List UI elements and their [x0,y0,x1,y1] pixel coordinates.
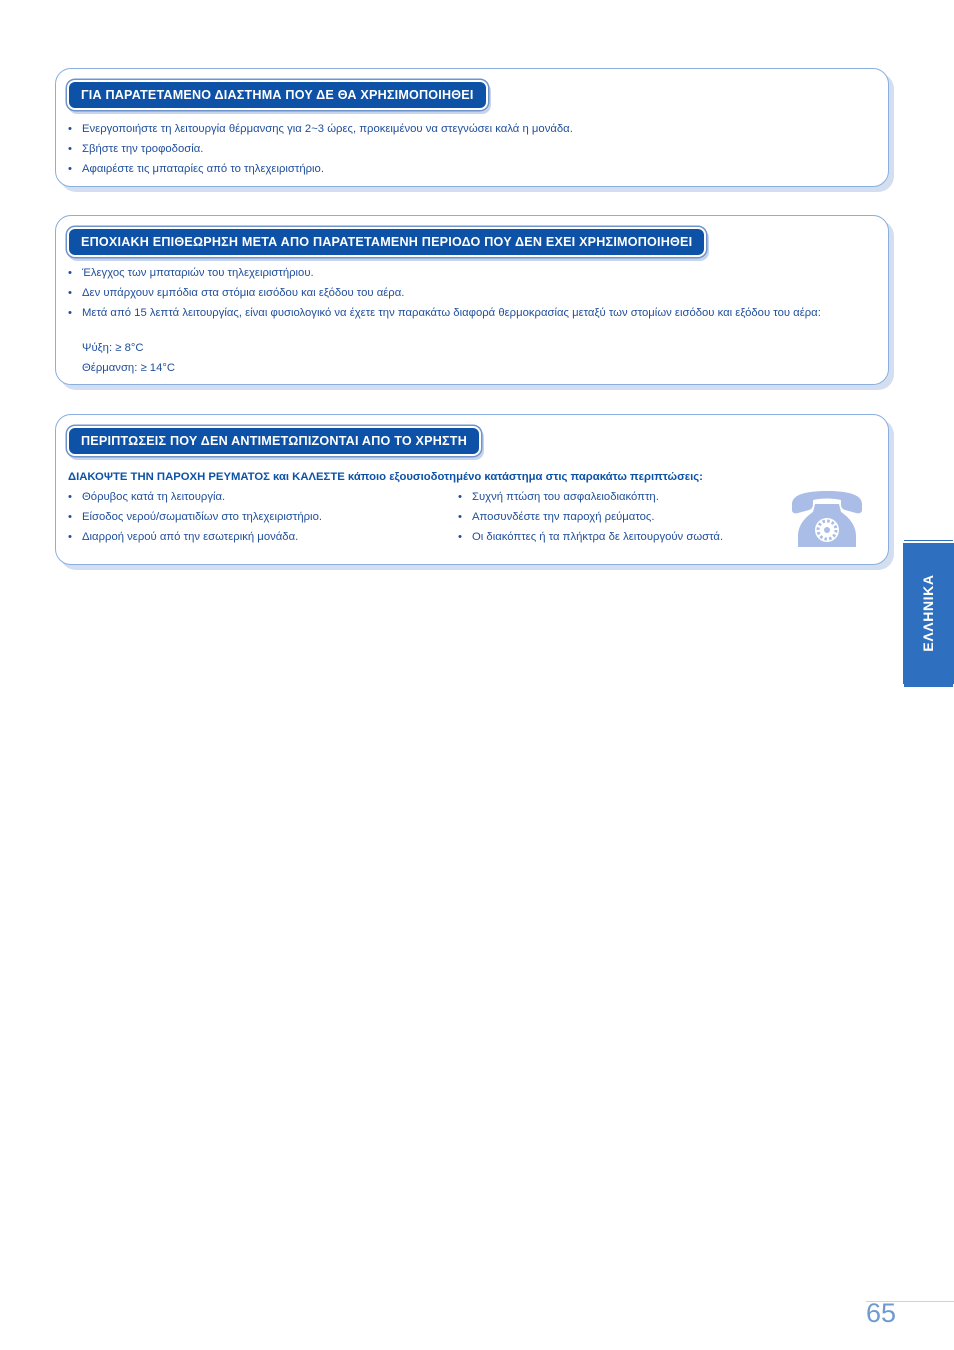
language-tab-label: ΕΛΛΗΝΙΚΑ [920,574,936,652]
item-list [68,266,868,326]
list-item: • Αφαιρέστε τις μπαταρίες από το τηλεχειριστήριο. [68,162,868,176]
list-item: • Δεν υπάρχουν εμπόδια στα στόμια εισόδου και εξόδου του αέρα. [68,286,868,300]
list-item: • Ενεργοποιήστε τη λειτουργία θέρμανσης για 2~3 ώρες, προκειμένου να στεγνώσει καλά η μονάδα. [68,122,868,136]
list-item: • Συχνή πτώση του ασφαλειοδιακόπτη. [458,490,788,504]
item-list [68,122,868,182]
list-item: • Σβήστε την τροφοδοσία. [68,142,868,156]
list-item: • Μετά από 15 λεπτά λειτουργίας, είναι φυσιολογικό να έχετε την παρακάτω διαφορά θερμοκρασίας μεταξύ των στομίων εισόδου και εξόδου του αέρα: [68,306,868,320]
section-title: ΕΠΟΧΙΑΚΗ ΕΠΙΘΕΩΡΗΣΗ ΜΕΤΑ ΑΠΟ ΠΑΡΑΤΕΤΑΜΕΝΗ ΠΕΡΙΟΔΟ ΠΟΥ ΔΕΝ ΕΧΕΙ ΧΡΗΣΙΜΟΠΟΙΗΘΕΙ [69,229,704,255]
list-item: • Έλεγχος των μπαταριών του τηλεχειριστήριου. [68,266,868,280]
list-item: • Θόρυβος κατά τη λειτουργία. [68,490,448,504]
list-item: • Οι διακόπτες ή τα πλήκτρα δε λειτουργούν σωστά. [458,530,788,544]
heating-threshold: Θέρμανση: ≥ 14°C [82,362,176,374]
section-long-term-storage [55,68,889,187]
list-item: • Αποσυνδέστε την παροχή ρεύματος. [458,510,788,524]
cooling-threshold: Ψύξη: ≥ 8°C [82,342,144,354]
telephone-icon [788,490,866,548]
section-service-cases [55,414,889,565]
list-item: • Διαρροή νερού από την εσωτερική μονάδα. [68,530,448,544]
page-number: 65 [866,1298,897,1328]
service-instruction: ΔΙΑΚΟΨΤΕ ΤΗΝ ΠΑΡΟΧΗ ΡΕΥΜΑΤΟΣ και ΚΑΛΕΣΤΕ κάποιο εξουσιοδοτημένο κατάστημα στις παρακάτω περιπτώσεις: [68,471,703,483]
language-tab [903,543,954,684]
section-title: ΓΙΑ ΠΑΡΑΤΕΤΑΜΕΝΟ ΔΙΑΣΤΗΜΑ ΠΟΥ ΔΕ ΘΑ ΧΡΗΣΙΜΟΠΟΙΗΘΕΙ [69,82,486,108]
section-seasonal-inspection [55,215,889,385]
item-list-right [458,490,788,550]
item-list-left [68,490,448,550]
list-item: • Είσοδος νερού/σωματιδίων στο τηλεχειριστήριο. [68,510,448,524]
section-title: ΠΕΡΙΠΤΩΣΕΙΣ ΠΟΥ ΔΕΝ ΑΝΤΙΜΕΤΩΠΙΖΟΝΤΑΙ ΑΠΟ ΤΟ ΧΡΗΣΤΗ [69,428,479,454]
